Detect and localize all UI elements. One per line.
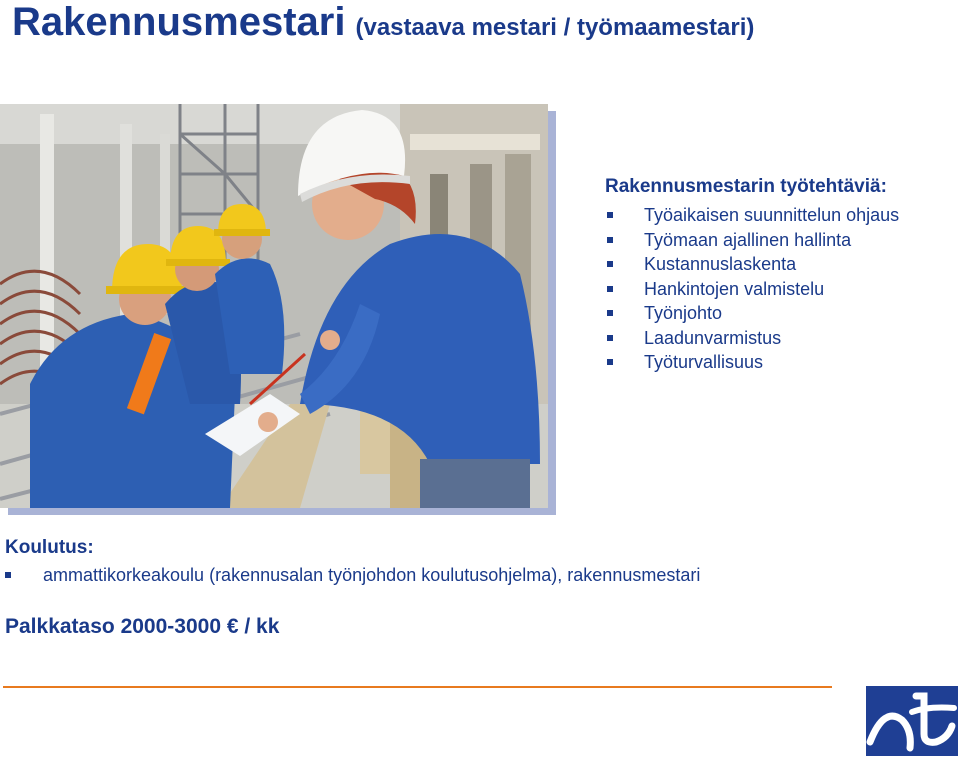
list-item: Laadunvarmistus <box>605 326 899 351</box>
list-item: Työaikaisen suunnittelun ohjaus <box>605 203 899 228</box>
page-title-sub: (vastaava mestari / työmaamestari) <box>355 14 755 41</box>
list-item: Hankintojen valmistelu <box>605 277 899 302</box>
list-item: Työturvallisuus <box>605 350 899 375</box>
page-title-main: Rakennusmestari <box>12 0 346 44</box>
list-item: ammattikorkeakoulu (rakennusalan työnjohdon koulutusohjelma), rakennusmestari <box>5 563 700 587</box>
orange-divider <box>3 686 832 688</box>
tasks-list <box>605 203 899 375</box>
page-title <box>12 0 754 45</box>
list-item: Työnjohto <box>605 301 899 326</box>
education-heading: Koulutus: <box>5 537 94 558</box>
photo-illustration <box>0 104 548 508</box>
salary-text: Palkkataso 2000-3000 € / kk <box>5 615 280 638</box>
tasks-section <box>605 176 899 375</box>
tasks-heading: Rakennusmestarin työtehtäviä: <box>605 176 887 197</box>
construction-site-photo <box>0 104 548 508</box>
education-section <box>5 537 700 587</box>
list-item: Työmaan ajallinen hallinta <box>605 228 899 253</box>
list-item: Kustannuslaskenta <box>605 252 899 277</box>
education-list <box>5 563 700 587</box>
logo-graphic <box>866 686 958 756</box>
logo-icon <box>866 686 958 756</box>
